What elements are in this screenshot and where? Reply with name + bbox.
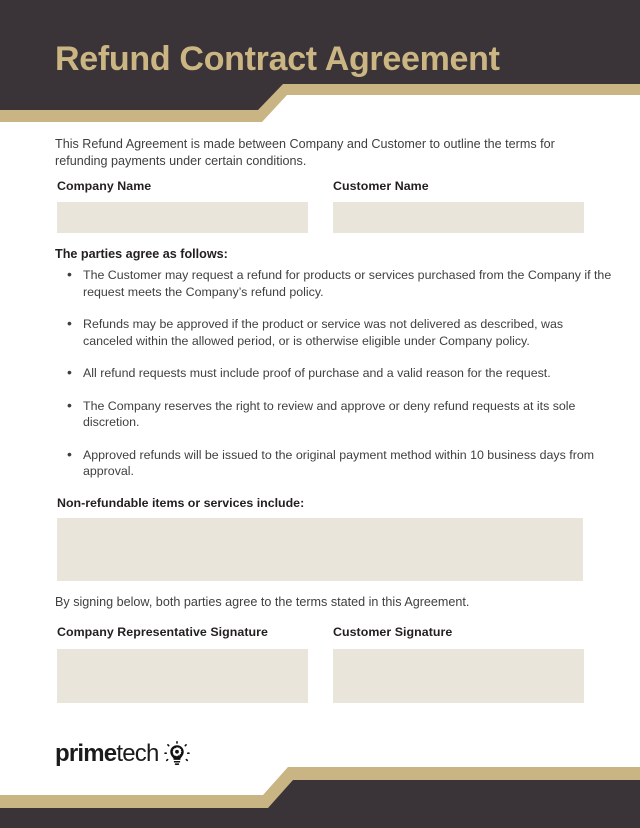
signing-note: By signing below, both parties agree to the terms stated in this Agreement. [55,595,470,609]
company-signature-group [57,625,308,703]
logo-regular-text: tech [116,740,159,767]
logo-bold-text: prime [55,740,117,767]
customer-name-input[interactable] [333,202,584,233]
customer-signature-input[interactable] [333,649,584,703]
header-banner [0,0,640,122]
customer-name-label: Customer Name [333,179,429,193]
customer-signature-group [333,625,584,703]
footer-banner [0,750,640,828]
signature-fields-row [0,625,640,715]
customer-name-group [333,179,584,233]
list-item: • The Company reserves the right to review and approve or deny refund requests at its sole discretion. [83,398,613,431]
list-item: • Refunds may be approved if the product or service was not delivered as described, was canceled within the allowed period, or is otherwise eligible under Company policy. [83,316,613,349]
company-name-group [57,179,308,233]
company-name-label: Company Name [57,179,152,193]
page-title: Refund Contract Agreement [55,40,500,78]
list-item: • Approved refunds will be issued to the original payment method within 10 business days from approval. [83,447,613,480]
intro-paragraph: This Refund Agreement is made between Company and Customer to outline the terms for refunding payments under certain conditions. [55,137,555,168]
nonrefundable-label: Non-refundable items or services include: [57,496,305,510]
company-signature-input[interactable] [57,649,308,703]
list-item: • The Customer may request a refund for products or services purchased from the Company if the request meets the Company’s refund policy. [83,267,613,300]
agreement-heading: The parties agree as follows: [55,247,228,261]
company-signature-label: Company Representative Signature [57,625,268,639]
footer-dark-panel [0,750,640,828]
nonrefundable-textarea[interactable] [57,518,583,581]
terms-list [55,267,613,496]
customer-signature-label: Customer Signature [333,625,453,639]
company-name-input[interactable] [57,202,308,233]
list-item: • All refund requests must include proof of purchase and a valid reason for the request. [83,365,613,382]
